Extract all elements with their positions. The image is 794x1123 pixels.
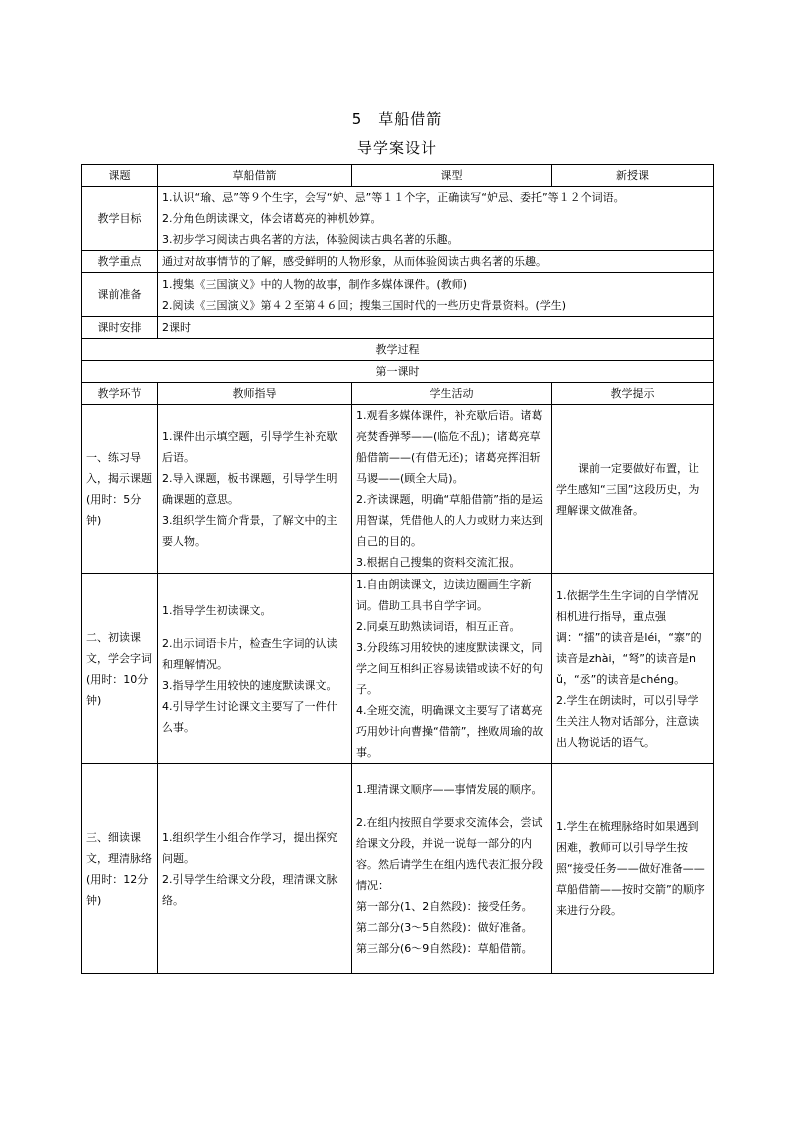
lesson-title: 5 草船借箭 [351, 110, 443, 128]
student-item: 2.齐读课题，明确“草船借箭”指的是运用智谋，凭借他人的人力或财力来达到自己的目的。 [356, 493, 543, 548]
teacher-cell [158, 405, 352, 574]
process-row [82, 574, 714, 764]
focus-value: 通过对故事情节的了解，感受鲜明的人物形象，从而体验阅读古典名著的乐趣。 [158, 251, 714, 273]
topic-row [82, 165, 714, 187]
stage-cell: 三、细读课文，理清脉络(用时：12分钟) [82, 764, 158, 974]
tip-cell [552, 764, 714, 974]
prep-row [82, 273, 714, 317]
student-item: 第三部分(6～9自然段)：草船借箭。 [356, 941, 533, 955]
student-item: 4.全班交流，明确课文主要写了诸葛亮巧用妙计向曹操“借箭”，挫败周瑜的故事。 [356, 704, 544, 759]
teacher-item: 3.组织学生简介背景，了解文中的主要人物。 [162, 514, 338, 548]
focus-row [82, 251, 714, 273]
topic-value: 草船借箭 [158, 165, 352, 187]
column-header: 学生活动 [352, 383, 552, 405]
prep-item: 2.阅读《三国演义》第４２至第４６回；搜集三国时代的一些历史背景资料。(学生) [162, 298, 567, 312]
tip-cell [552, 405, 714, 574]
student-item: 1.观看多媒体课件，补充歇后语。诸葛亮焚香弹琴——(临危不乱)；诸葛亮草船借箭——(有借无还)；诸葛亮挥泪斩马谡——(顾全大局)。 [356, 409, 543, 485]
hours-row [82, 317, 714, 339]
teacher-item: 1.指导学生初读课文。 [162, 603, 272, 617]
prep-item: 1.搜集《三国演义》中的人物的故事，制作多媒体课件。(教师) [162, 277, 468, 291]
teacher-item: 2.出示词语卡片，检查生字词的认读和理解情况。 [162, 636, 338, 671]
hours-value: 2课时 [158, 317, 714, 339]
spacer [162, 621, 347, 633]
student-item: 3.根据自己搜集的资料交流汇报。 [356, 556, 521, 569]
topic-label: 课题 [82, 165, 158, 187]
goals-row [82, 187, 714, 251]
student-item: 1.理清课文顺序——事情发展的顺序。 [356, 782, 543, 796]
process-title-row [82, 339, 714, 361]
student-cell [352, 405, 552, 574]
student-item: 2.同桌互助熟读词语，相互正音。 [356, 620, 521, 633]
goal-item: 2.分角色朗读课文，体会诸葛亮的神机妙算。 [162, 212, 382, 225]
teacher-cell [158, 764, 352, 974]
teacher-item: 2.引导学生给课文分段，理清课文脉络。 [162, 872, 338, 907]
lesson-plan-table [81, 164, 714, 974]
goals-cell [158, 187, 714, 251]
teacher-item: 3.指导学生用较快的速度默读课文。 [162, 678, 338, 692]
goal-item: 3.初步学习阅读古典名著的方法，体验阅读古典名著的乐趣。 [162, 233, 459, 246]
student-item: 1.自由朗读课文，边读边圈画生字新词。借助工具书自学字词。 [356, 578, 532, 612]
process-header-row [82, 383, 714, 405]
student-item: 2.在组内按照自学要求交流体会，尝试给课文分段，并说一说每一部分的内容。然后请学生在组内选代表汇报分段情况： [356, 815, 543, 892]
student-item: 3.分段练习用较快的速度默读课文，同学之间互相纠正容易读错或读不好的句子。 [356, 641, 543, 696]
hours-label: 课时安排 [82, 317, 158, 339]
column-header: 教学环节 [82, 383, 158, 405]
tip-cell [552, 574, 714, 764]
teacher-item: 1.组织学生小组合作学习，提出探究问题。 [162, 830, 338, 865]
teacher-cell [158, 574, 352, 764]
column-header: 教学提示 [552, 383, 714, 405]
student-cell [352, 574, 552, 764]
student-item: 第二部分(3～5自然段)：做好准备。 [356, 920, 533, 934]
stage-cell: 一、练习导入，揭示课题(用时：5分钟) [82, 405, 158, 574]
tip-item: 1.学生在梳理脉络时如果遇到困难，教师可以引导学生按照“接受任务——做好准备——草船借箭——按时交箭”的顺序来进行分段。 [556, 820, 705, 917]
teacher-item: 2.导入课题，板书课题，引导学生明确课题的意思。 [162, 472, 338, 506]
column-header: 教师指导 [158, 383, 352, 405]
tip-item: 课前一定要做好布置，让学生感知“三国”这段历史，为理解课文做准备。 [556, 461, 700, 517]
focus-label: 教学重点 [82, 251, 158, 273]
process-section-title: 教学过程 [82, 339, 714, 361]
type-label: 课型 [352, 165, 552, 187]
teacher-item: 4.引导学生讨论课文主要写了一件什么事。 [162, 699, 338, 734]
type-value: 新授课 [552, 165, 714, 187]
period-title-row [82, 361, 714, 383]
tip-item: 2.学生在朗读时，可以引导学生关注人物对话部分，注意读出人物说话的语气。 [556, 693, 699, 749]
goal-item: 1.认识“瑜、忌”等９个生字，会写“妒、忌”等１１个字，正确读写“妒忌、委托”等１２个词语。 [162, 191, 625, 204]
process-row [82, 405, 714, 574]
period-title: 第一课时 [82, 361, 714, 383]
teacher-item: 1.课件出示填空题，引导学生补充歇后语。 [162, 430, 338, 464]
tip-item: 1.依据学生生字词的自学情况相机进行指导，重点强调：“擂”的读音是léi，“寨”的读音是zhài，“弩”的读音是nǔ，“丞”的读音是chéng。 [556, 588, 702, 686]
spacer [356, 800, 547, 812]
stage-cell: 二、初读课文，学会字词(用时：10分钟) [82, 574, 158, 764]
student-item: 第一部分(1、2自然段)：接受任务。 [356, 899, 533, 913]
page-subtitle: 导学案设计 [356, 139, 437, 157]
student-cell [352, 764, 552, 974]
prep-cell [158, 273, 714, 317]
goals-label: 教学目标 [82, 187, 158, 251]
prep-label: 课前准备 [82, 273, 158, 317]
process-row [82, 764, 714, 974]
